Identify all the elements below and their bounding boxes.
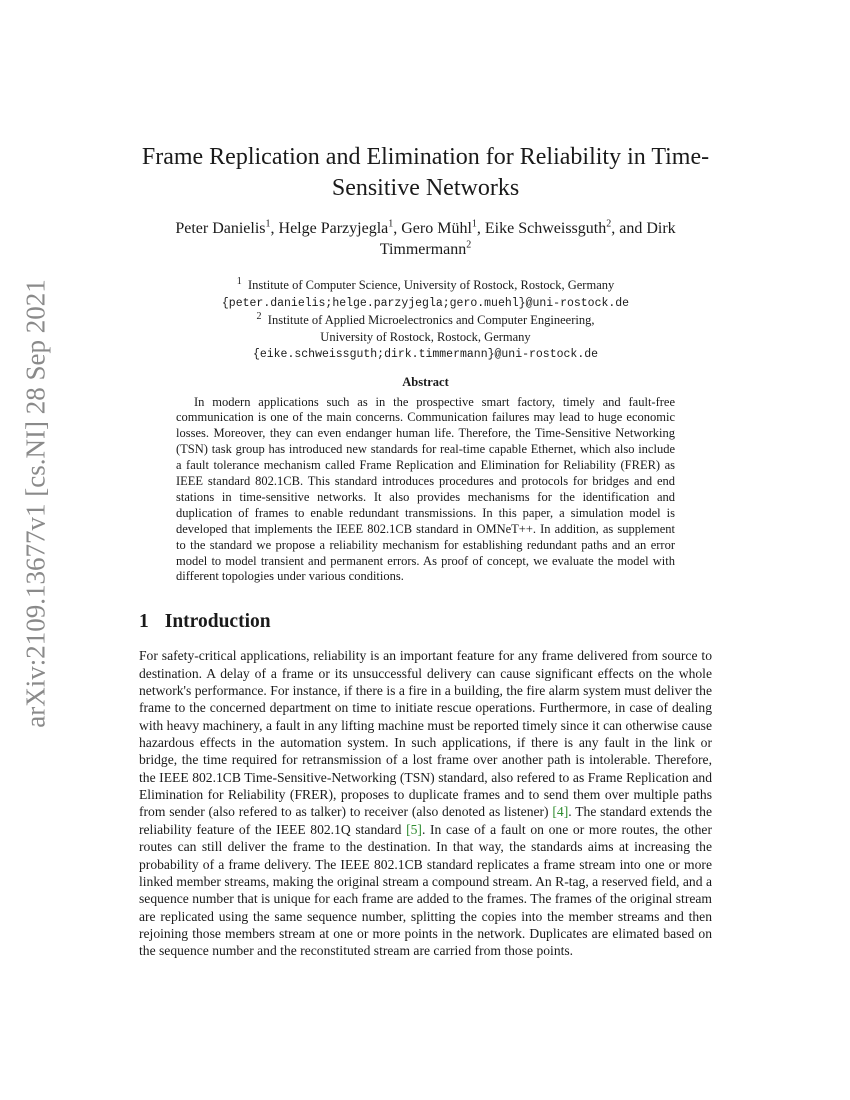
abstract-heading: Abstract	[402, 374, 449, 389]
citation-link[interactable]: [4]	[552, 804, 569, 820]
affiliations	[139, 277, 712, 364]
author: Eike Schweissguth$^2$, and	[484, 218, 647, 237]
affiliation-2: $^2$ Institute of Applied Microelectronics and Computer Engineering,	[256, 310, 595, 327]
intro-paragraph: For safety-critical applications, reliability is an important feature for any frame delivered from source to destination. A delay of a frame or its unsuccessful delivery can cause significant effects on the whole network's performance. For instance, if there is a fire in a building, the fire alarm system must deliver the frame to the concerned department on time to initiate rescue operations. Furthermore, in case of dealing with heavy machinery, a fault in any lifting machine must be reported timely since it can otherwise cause hazardous effects in the automation system. In such applications, if there is any fault in the link or bridge, the time required for retransmission of a lost frame over another path is intolerable. Therefore, the IEEE 802.1CB Time-Sensitive-Networking (TSN) standard, also refered to as Frame Replication and Elimination for Reliability (FRER), proposes to duplicate frames and to send them over multiple paths from sender (also refered to as talker) to receiver (also denoted as listener) [4]. The standard extends the reliability feature of the IEEE 802.1Q standard [5]. In case of a fault on one or more routes, the other routes can still deliver the frame to the destination. In that way, the standards aims at increasing the probability of a frame delivery. The IEEE 802.1CB standard replicates a frame stream into one or more linked member streams, making the original stream a compound stream. An R-tag, a reserved field, and a sequence number that is unique for each frame are added to the frames. The frames of the original stream are replicated using the same sequence number, splitting the copies into the member streams and then rejoining those members stream at one or more points in the network. Duplicates are elimated based on the sequence number and the reconstituted stream are carried from those points.	[139, 648, 712, 959]
author-list	[139, 218, 712, 260]
author: Dirk Timmermann$^2$	[379, 220, 676, 258]
author: Peter Danielis$^1$,	[175, 218, 279, 237]
section-heading	[139, 611, 712, 633]
paper-title: Frame Replication and Elimination for Reliability in Time-Sensitive Networks	[141, 144, 710, 201]
arxiv-stamp	[14, 278, 58, 728]
affiliation-1-email[interactable]: {peter.danielis;helge.parzyjegla;gero.muehl}@uni-rostock.de	[221, 296, 630, 310]
author: Helge Parzyjegla$^1$,	[278, 218, 402, 237]
section-title: Introduction	[164, 611, 271, 633]
affiliation-1: $^1$ Institute of Computer Science, University of Rostock, Rostock, Germany	[236, 275, 615, 292]
arxiv-stamp-text: arXiv:2109.13677v1 [cs.NI] 28 Sep 2021	[20, 278, 51, 728]
abstract-text: In modern applications such as in the prospective smart factory, timely and fault-free communication is one of the main concerns. Communication failures may lead to huge economic losses. Moreover, they can even endanger human life. Therefore, the Time-Sensitive Networking (TSN) task group has introduced new standards for real-time capable Ethernet, which also include a fault tolerance mechanism called Frame Replication and Elimination for Reliability (FRER) as IEEE standard 802.1CB. This standard introduces procedures and protocols for bridges and end stations in time-sensitive networks. It also provides mechanisms for the identification and duplication of frames to enable redundant transmissions. In this paper, a simulation model is developed that implements the IEEE 802.1CB standard in OMNeT++. In addition, as supplement to the standard we propose a reliability mechanism for establishing redundant paths and an error model to model transient and permanent errors. As proof of concept, we evaluate the model with different topologies under various conditions.	[176, 394, 675, 584]
affiliation-2-email[interactable]: {eike.schweissguth;dirk.timmermann}@uni-rostock.de	[252, 348, 599, 361]
author: Gero Mühl$^1$,	[401, 218, 485, 237]
paper-page	[139, 142, 712, 973]
affiliation-2-line2: University of Rostock, Rostock, Germany	[320, 329, 531, 344]
citation-link[interactable]: [5]	[406, 821, 422, 837]
section-number: 1	[139, 611, 149, 633]
